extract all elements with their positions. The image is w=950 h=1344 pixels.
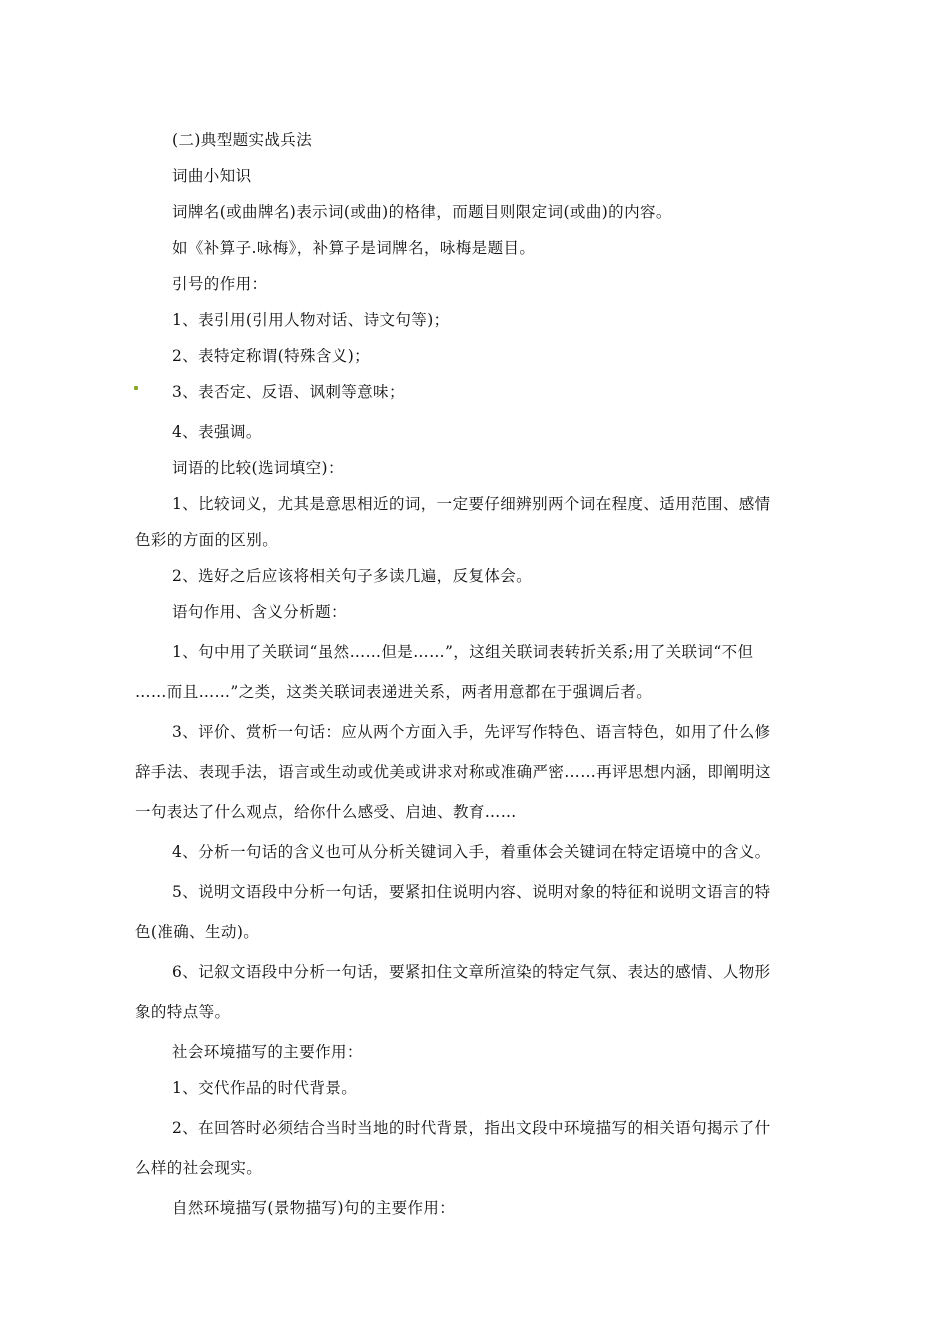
list-item: 4、表强调。	[172, 423, 262, 441]
topic-heading-natural-environment: 自然环境描写(景物描写)句的主要作用：	[172, 1199, 456, 1217]
list-item-continued: 一句表达了什么观点，给你什么感受、启迪、教育……	[135, 803, 517, 821]
list-item: 3、表否定、反语、讽刺等意味；	[172, 383, 405, 401]
list-item: 2、在回答时必须结合当时当地的时代背景，指出文段中环境描写的相关语句揭示了什	[172, 1119, 771, 1137]
list-item-continued: 色(准确、生动)。	[135, 923, 260, 941]
list-item: 5、说明文语段中分析一句话，要紧扣住说明内容、说明对象的特征和说明文语言的特	[172, 883, 771, 901]
paragraph: 如《补算子.咏梅》，补算子是词牌名，咏梅是题目。	[172, 239, 536, 257]
topic-heading-social-environment: 社会环境描写的主要作用：	[172, 1043, 363, 1061]
list-item: 4、分析一句话的含义也可从分析关键词入手，着重体会关键词在特定语境中的含义。	[172, 843, 771, 861]
list-item-continued: 辞手法、表现手法，语言或生动或优美或讲求对称或准确严密……再评思想内涵，即阐明这	[135, 763, 772, 781]
list-item: 6、记叙文语段中分析一句话，要紧扣住文章所渲染的特定气氛、表达的感情、人物形	[172, 963, 771, 981]
list-item: 2、选好之后应该将相关句子多读几遍，反复体会。	[172, 567, 533, 585]
topic-heading-quotes: 引号的作用：	[172, 275, 268, 293]
list-item: 1、句中用了关联词“虽然……但是……”，这组关联词表转折关系;用了关联词“不但	[172, 643, 754, 661]
list-item-continued: 么样的社会现实。	[135, 1159, 263, 1177]
list-item-continued: ……而且……”之类，这类关联词表递进关系，两者用意都在于强调后者。	[135, 683, 653, 701]
list-item: 1、表引用(引用人物对话、诗文句等)；	[172, 311, 450, 329]
list-item-continued: 象的特点等。	[135, 1003, 231, 1021]
topic-heading-word-compare: 词语的比较(选词填空)：	[172, 459, 344, 477]
list-item: 1、交代作品的时代背景。	[172, 1079, 358, 1097]
list-item: 2、表特定称谓(特殊含义)；	[172, 347, 371, 365]
list-item: 3、评价、赏析一句话：应从两个方面入手，先评写作特色、语言特色，如用了什么修	[172, 723, 771, 741]
list-item: 1、比较词义，尤其是意思相近的词，一定要仔细辨别两个词在程度、适用范围、感情	[172, 495, 771, 513]
topic-heading-ci-qu: 词曲小知识	[172, 167, 252, 185]
section-heading: (二)典型题实战兵法	[172, 131, 313, 149]
paragraph: 词牌名(或曲牌名)表示词(或曲)的格律，而题目则限定词(或曲)的内容。	[172, 203, 672, 221]
document-body	[135, 122, 815, 1226]
topic-heading-sentence-analysis: 语句作用、含义分析题：	[172, 603, 347, 621]
list-item-continued: 色彩的方面的区别。	[135, 531, 279, 549]
